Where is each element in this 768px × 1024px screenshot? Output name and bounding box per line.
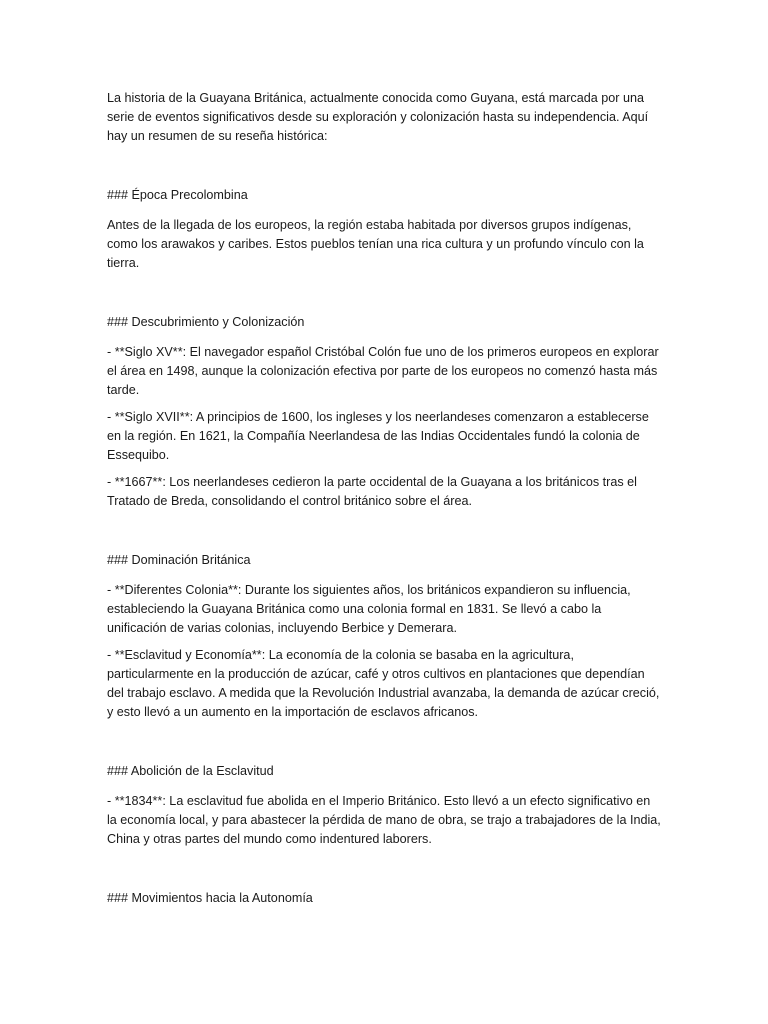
section-heading: ### Movimientos hacia la Autonomía	[107, 891, 313, 905]
section-abolicion	[107, 762, 663, 849]
document-page	[107, 89, 663, 919]
section-heading: ### Dominación Británica	[107, 553, 251, 567]
list-item: - **1667**: Los neerlandeses cedieron la parte occidental de la Guayana a los británicos tras el Tratado de Breda, consolidando el control británico sobre el área.	[107, 475, 637, 508]
list-item: - **Siglo XVII**: A principios de 1600, los ingleses y los neerlandeses comenzaron a establecerse en la región. En 1621, la Compañía Neerlandesa de las Indias Occidentales fundó la colonia de Essequibo.	[107, 410, 649, 462]
section-descubrimiento	[107, 313, 663, 511]
list-item: - **Siglo XV**: El navegador español Cristóbal Colón fue uno de los primeros europeos en explorar el área en 1498, aunque la colonización efectiva por parte de los europeos no comenzó hasta más tarde.	[107, 345, 659, 397]
list-item: - **1834**: La esclavitud fue abolida en el Imperio Británico. Esto llevó a un efecto significativo en la economía local, y para abastecer la pérdida de mano de obra, se trajo a trabajadores de la India, China y otras partes del mundo como indentured laborers.	[107, 794, 661, 846]
list-item: - **Diferentes Colonia**: Durante los siguientes años, los británicos expandieron su influencia, estableciendo la Guayana Británica como una colonia formal en 1831. Se llevó a cabo la unificación de varias colonias, incluyendo Berbice y Demerara.	[107, 583, 631, 635]
section-precolombina	[107, 186, 663, 273]
section-heading: ### Descubrimiento y Colonización	[107, 315, 305, 329]
section-heading: ### Época Precolombina	[107, 188, 248, 202]
section-heading: ### Abolición de la Esclavitud	[107, 764, 274, 778]
list-item: - **Esclavitud y Economía**: La economía de la colonia se basaba en la agricultura, particularmente en la producción de azúcar, café y otros cultivos en plantaciones que dependían del trabajo esclavo. A medida que la Revolución Industrial avanzaba, la demanda de azúcar creció, y esto llevó a un aumento en la importación de esclavos africanos.	[107, 648, 660, 719]
intro-paragraph: La historia de la Guayana Británica, actualmente conocida como Guyana, está marcada por una serie de eventos significativos desde su exploración y colonización hasta su independencia. Aquí hay un resumen de su reseña histórica:	[107, 91, 649, 143]
section-autonomia	[107, 889, 663, 908]
section-dominacion	[107, 551, 663, 722]
section-paragraph: Antes de la llegada de los europeos, la región estaba habitada por diversos grupos indígenas, como los arawakos y caribes. Estos pueblos tenían una rica cultura y un profundo vínculo con la tierra.	[107, 218, 644, 270]
